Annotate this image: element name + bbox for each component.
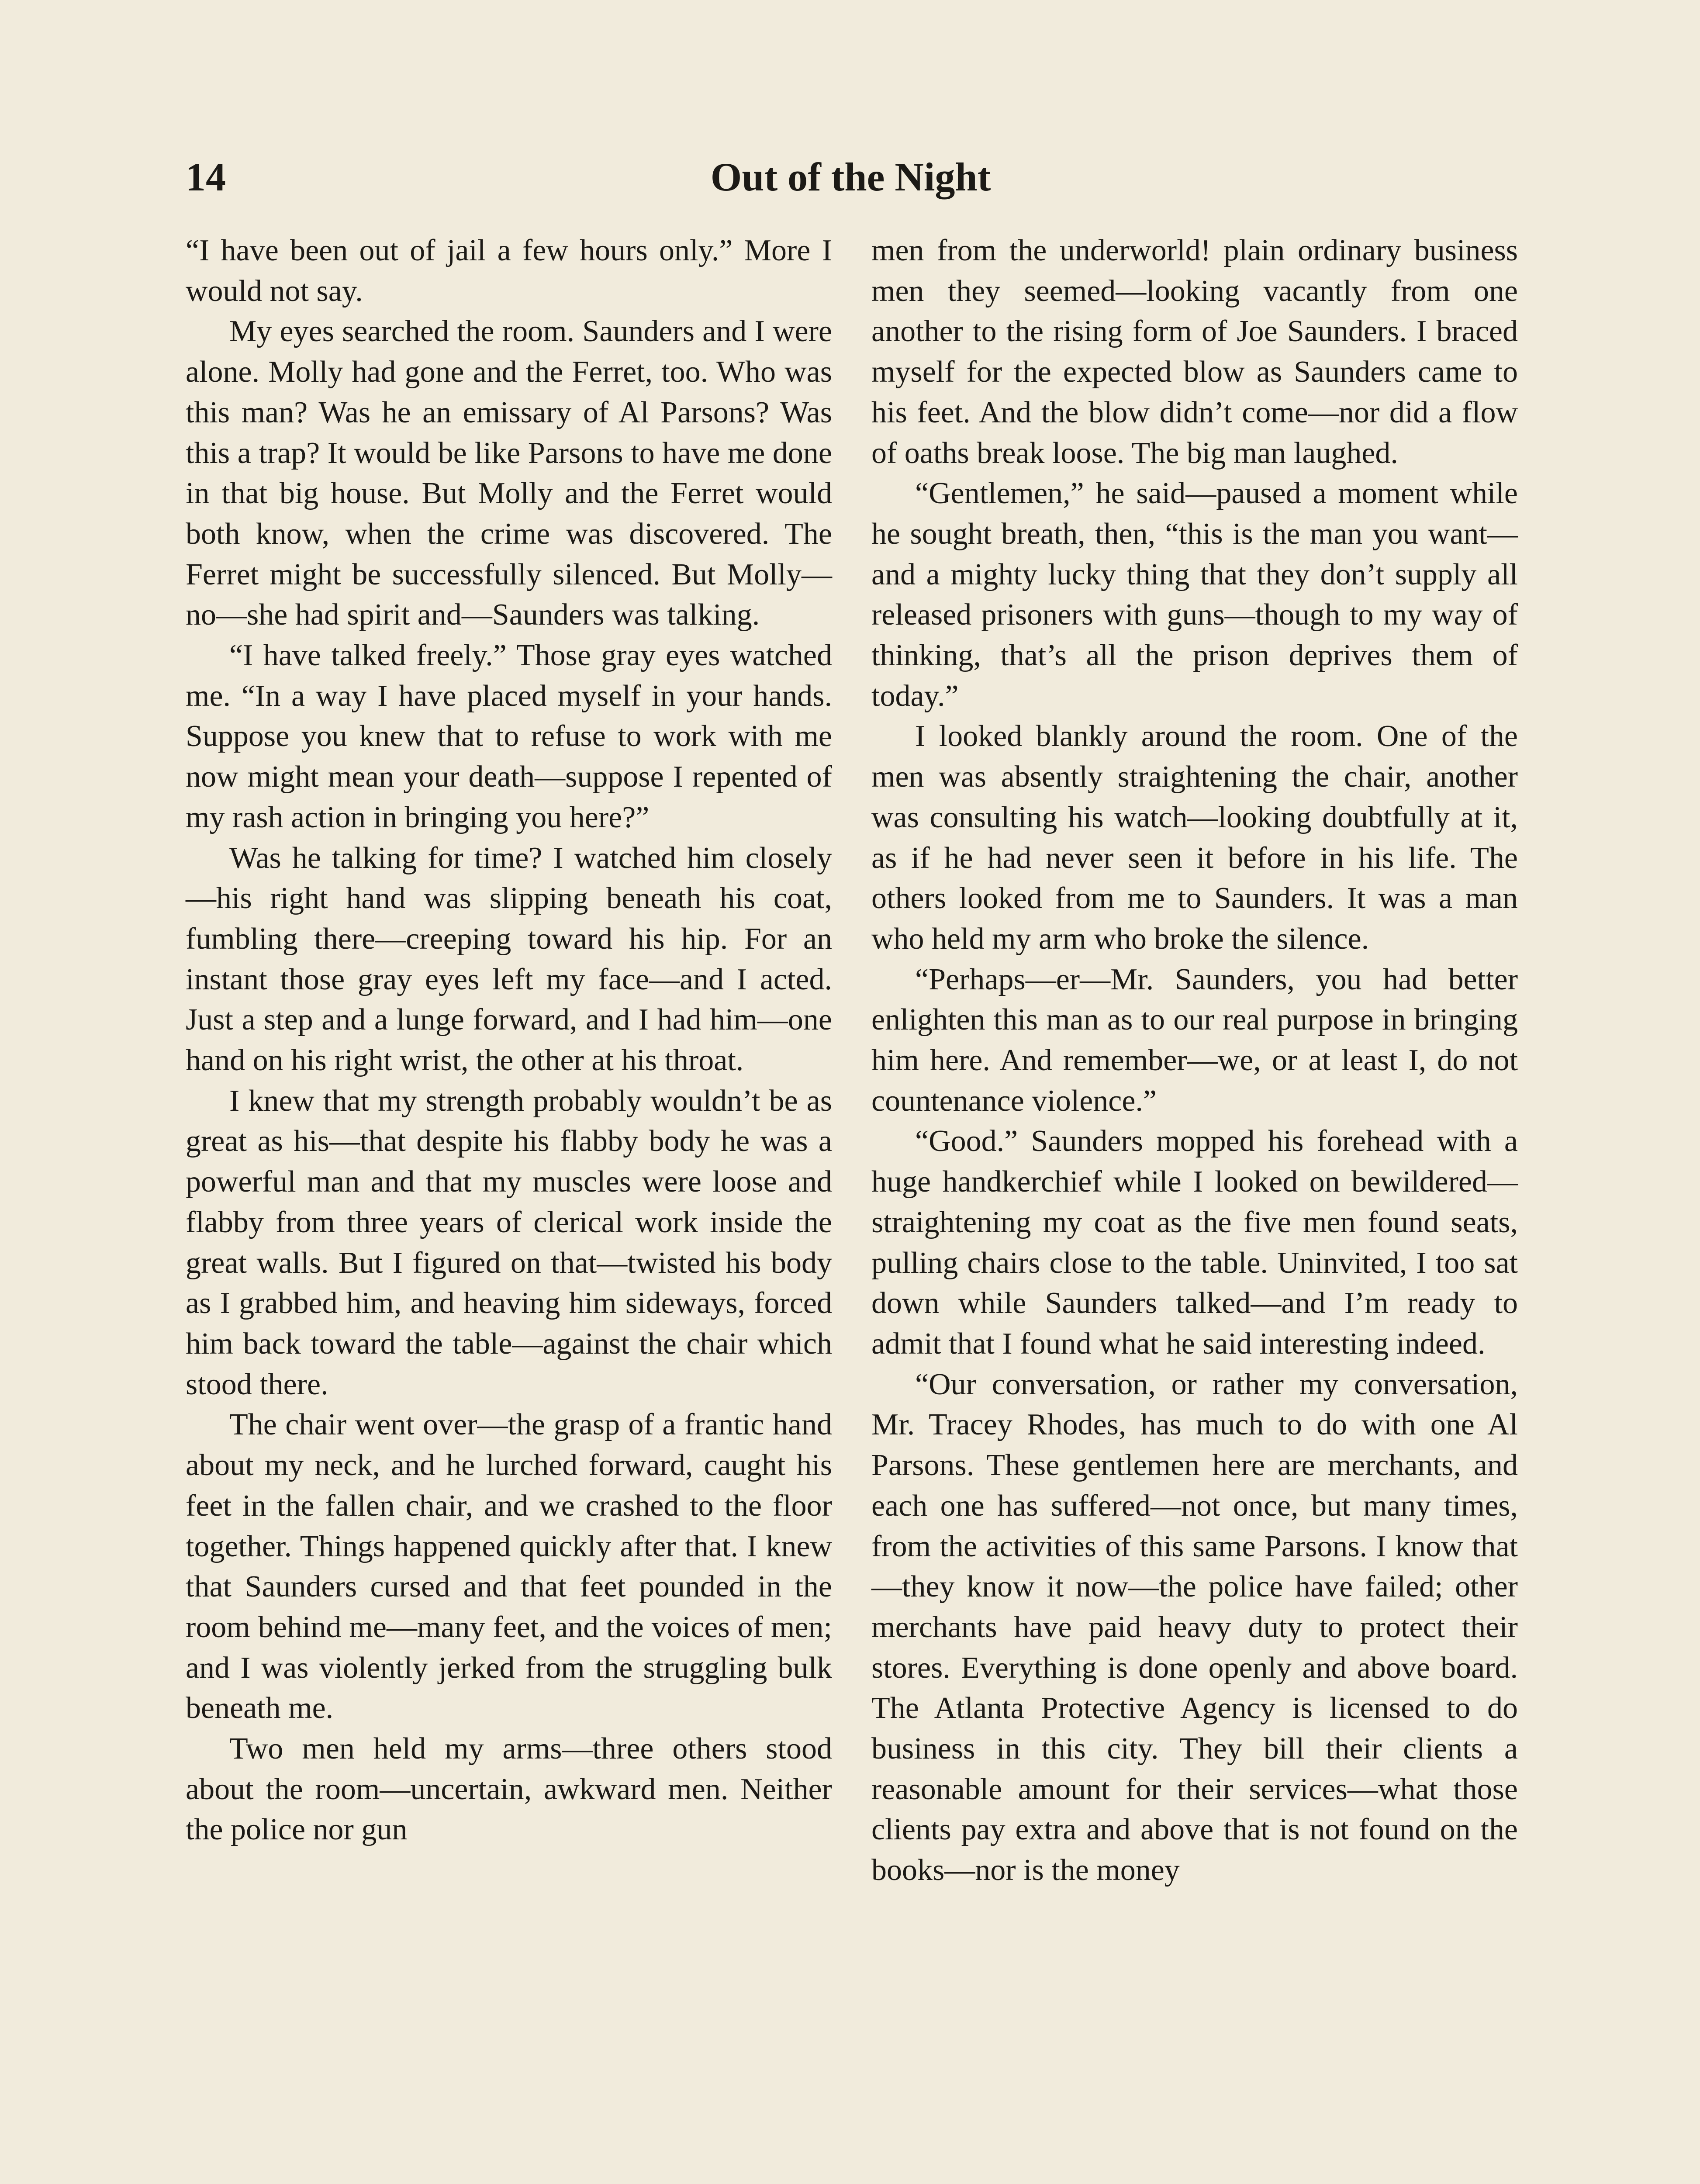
- running-title: Out of the Night: [710, 155, 991, 199]
- page-number: 14: [186, 155, 226, 199]
- right-column: [871, 231, 1518, 1891]
- paragraph: men from the underworld! plain ordinary business men they seemed—looking vacantly from one another to the rising form of Joe Saunders. I braced myself for the expected blow as Saunders came to his feet. And the blow didn’t come—nor did a flow of oaths break loose. The big man laughed.: [871, 234, 1518, 470]
- page-header: [186, 144, 1516, 210]
- paragraph: “Good.” Saunders mopped his forehead with a huge handkerchief while I looked on bewildered—straightening my coat as the five men found seats, pulling chairs close to the table. Uninvited, I too sat down while Saunders talked—and I’m ready to admit that I found what he said interesting indeed.: [871, 1124, 1518, 1361]
- paragraph: Two men held my arms—three others stood about the room—uncertain, awkward men. Neither the police nor gun: [186, 1732, 832, 1847]
- paragraph: “Gentlemen,” he said—paused a moment while he sought breath, then, “this is the man you want—and a mighty lucky thing that they don’t supply all released prisoners with guns—though to my way of thinking, that’s all the prison deprives them of today.”: [871, 477, 1518, 713]
- paragraph: “I have been out of jail a few hours only.” More I would not say.: [186, 234, 832, 308]
- paragraph: The chair went over—the grasp of a frantic hand about my neck, and he lurched forward, caught his feet in the fallen chair, and we crashed to the floor together. Things happened quickly after that. I knew that Saunders cursed and that feet pounded in the room behind me—many feet, and the voices of men; and I was violently jerked from the struggling bulk beneath me.: [186, 1408, 832, 1725]
- paragraph: I looked blankly around the room. One of the men was absently straightening the chair, another was consulting his watch—looking doubtfully at it, as if he had never seen it before in his life. The others looked from me to Saunders. It was a man who held my arm who broke the silence.: [871, 719, 1518, 956]
- paragraph: “Perhaps—er—Mr. Saunders, you had better enlighten this man as to our real purpose in bringing him here. And remember—we, or at least I, do not countenance violence.”: [871, 962, 1518, 1118]
- paragraph: “I have talked freely.” Those gray eyes watched me. “In a way I have placed myself in your hands. Suppose you knew that to refuse to work with me now might mean your death—suppose I repented of my rash action in bringing you here?”: [186, 639, 832, 834]
- paragraph: My eyes searched the room. Saunders and I were alone. Molly had gone and the Ferret, too. Who was this man? Was he an emissary of Al Parsons? Was this a trap? It would be like Parsons to have me done in that big house. But Molly and the Ferret would both know, when the crime was discovered. The Ferret might be successfully silenced. But Molly—no—she had spirit and—Saunders was talking.: [186, 314, 832, 632]
- left-column: [186, 231, 832, 1850]
- paragraph: I knew that my strength probably wouldn’t be as great as his—that despite his flabby body he was a powerful man and that my muscles were loose and flabby from three years of clerical work inside the great walls. But I figured on that—twisted his body as I grabbed him, and heaving him sideways, forced him back toward the table—against the chair which stood there.: [186, 1084, 832, 1401]
- paragraph: Was he talking for time? I watched him closely—his right hand was slipping beneath his coat, fumbling there—creeping toward his hip. For an instant those gray eyes left my face—and I acted. Just a step and a lunge forward, and I had him—one hand on his right wrist, the other at his throat.: [186, 841, 832, 1078]
- paragraph: “Our conversation, or rather my conversation, Mr. Tracey Rhodes, has much to do with one Al Parsons. These gentlemen here are merchants, and each one has suffered—not once, but many times, from the activities of this same Parsons. I know that—they know it now—the police have failed; other merchants have paid heavy duty to protect their stores. Everything is done openly and above board. The Atlanta Protective Agency is licensed to do business in this city. They bill their clients a reasonable amount for their services—what those clients pay extra and above that is not found on the books—nor is the money: [871, 1367, 1518, 1887]
